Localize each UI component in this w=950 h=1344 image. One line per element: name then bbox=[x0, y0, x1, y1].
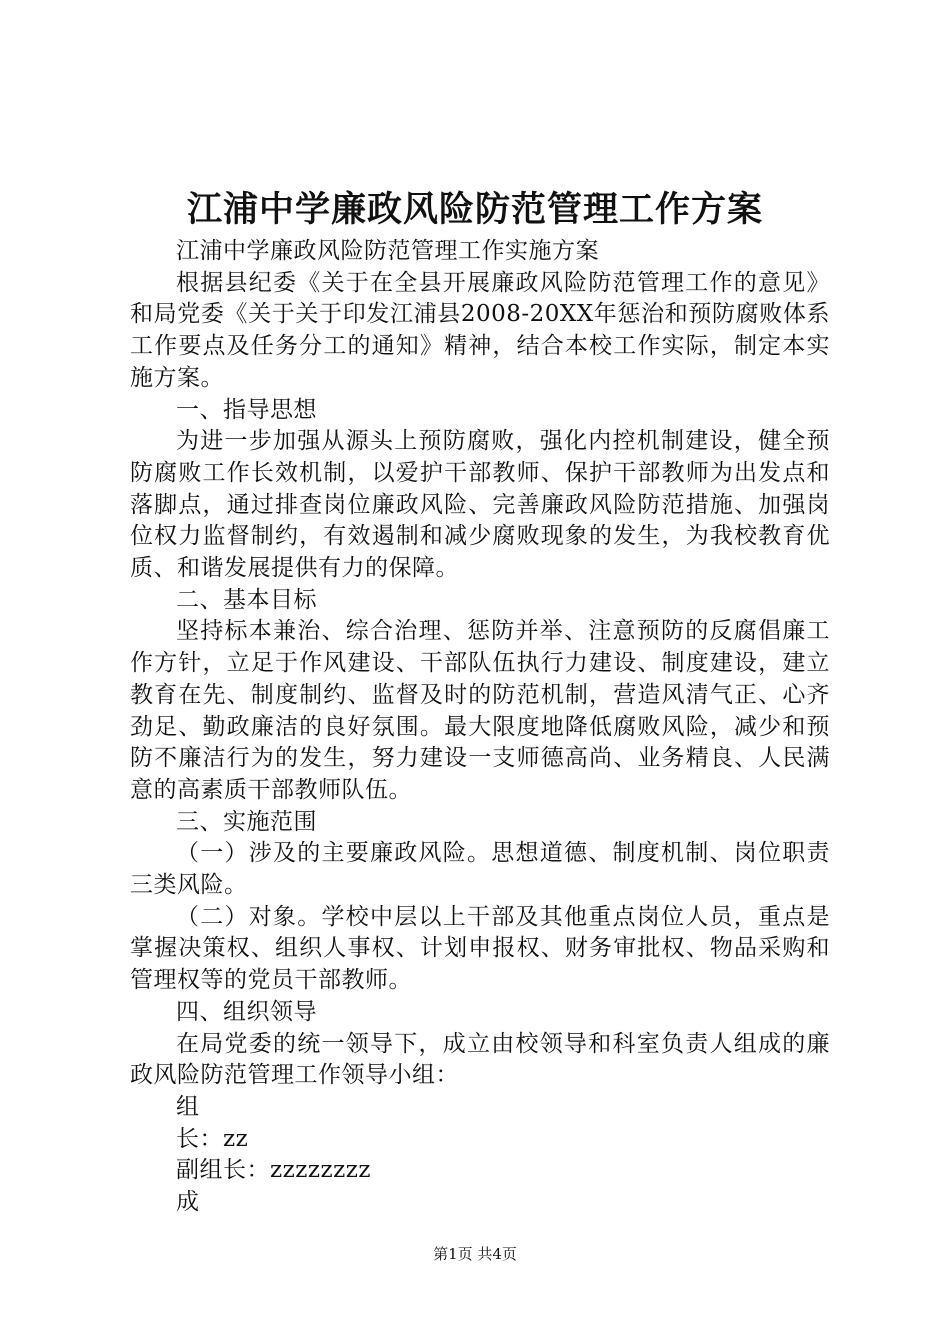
line-deputy-leader: 副组长：zzzzzzzz bbox=[176, 1157, 371, 1184]
line-group-leader-b: 长：zz bbox=[176, 1125, 249, 1152]
paragraph-subtitle: 江浦中学廉政风险防范管理工作实施方案 bbox=[176, 238, 599, 264]
paragraph-basic-goals: 坚持标本兼治、综合治理、惩防并举、注意预防的反腐倡廉工作方针，立足于作风建设、干部队伍执行力建设、制度建设，建立教育在先、制度制约、监督及时的防范机制，营造风清气正、心齐劲足、勤政廉洁的良好氛围。最大限度地降低腐败风险，减少和预防不廉洁行为的发生，努力建设一支师德高尚、业务精良、人民满意的高素质干部教师队伍。 bbox=[130, 618, 830, 803]
paragraph-guiding-ideology: 为进一步加强从源头上预防腐败，强化内控机制建设，健全预防腐败工作长效机制，以爱护干部教师、保护干部教师为出发点和落脚点，通过排查岗位廉政风险、完善廉政风险防范措施、加强岗位权力监督制约，有效遏制和减少腐败现象的发生，为我校教育优质、和谐发展提供有力的保障。 bbox=[130, 428, 830, 582]
heading-organization: 四、组织领导 bbox=[176, 998, 317, 1025]
document-body bbox=[130, 236, 830, 1219]
paragraph-basis: 根据县纪委《关于在全县开展廉政风险防范管理工作的意见》和局党委《关于关于印发江浦县2008-20XX年惩治和预防腐败体系工作要点及任务分工的通知》精神，结合本校工作实际，制定本实施方案。 bbox=[130, 269, 830, 391]
heading-basic-goals: 二、基本目标 bbox=[176, 586, 317, 613]
paragraph-scope-targets: （二）对象。学校中层以上干部及其他重点岗位人员，重点是掌握决策权、组织人事权、计划申报权、财务审批权、物品采购和管理权等的党员干部教师。 bbox=[130, 903, 830, 994]
paragraph-scope-risks: （一）涉及的主要廉政风险。思想道德、制度机制、岗位职责三类风险。 bbox=[130, 840, 830, 899]
heading-scope: 三、实施范围 bbox=[176, 808, 317, 835]
heading-guiding-ideology: 一、指导思想 bbox=[176, 396, 317, 423]
document-title: 江浦中学廉政风险防范管理工作方案 bbox=[186, 189, 763, 230]
line-group-leader-a: 组 bbox=[176, 1093, 200, 1120]
paragraph-organization: 在局党委的统一领导下，成立由校领导和科室负责人组成的廉政风险防范管理工作领导小组： bbox=[130, 1030, 830, 1089]
line-members: 成 bbox=[176, 1189, 200, 1216]
page-number-footer: 第1页 共4页 bbox=[433, 1245, 517, 1263]
